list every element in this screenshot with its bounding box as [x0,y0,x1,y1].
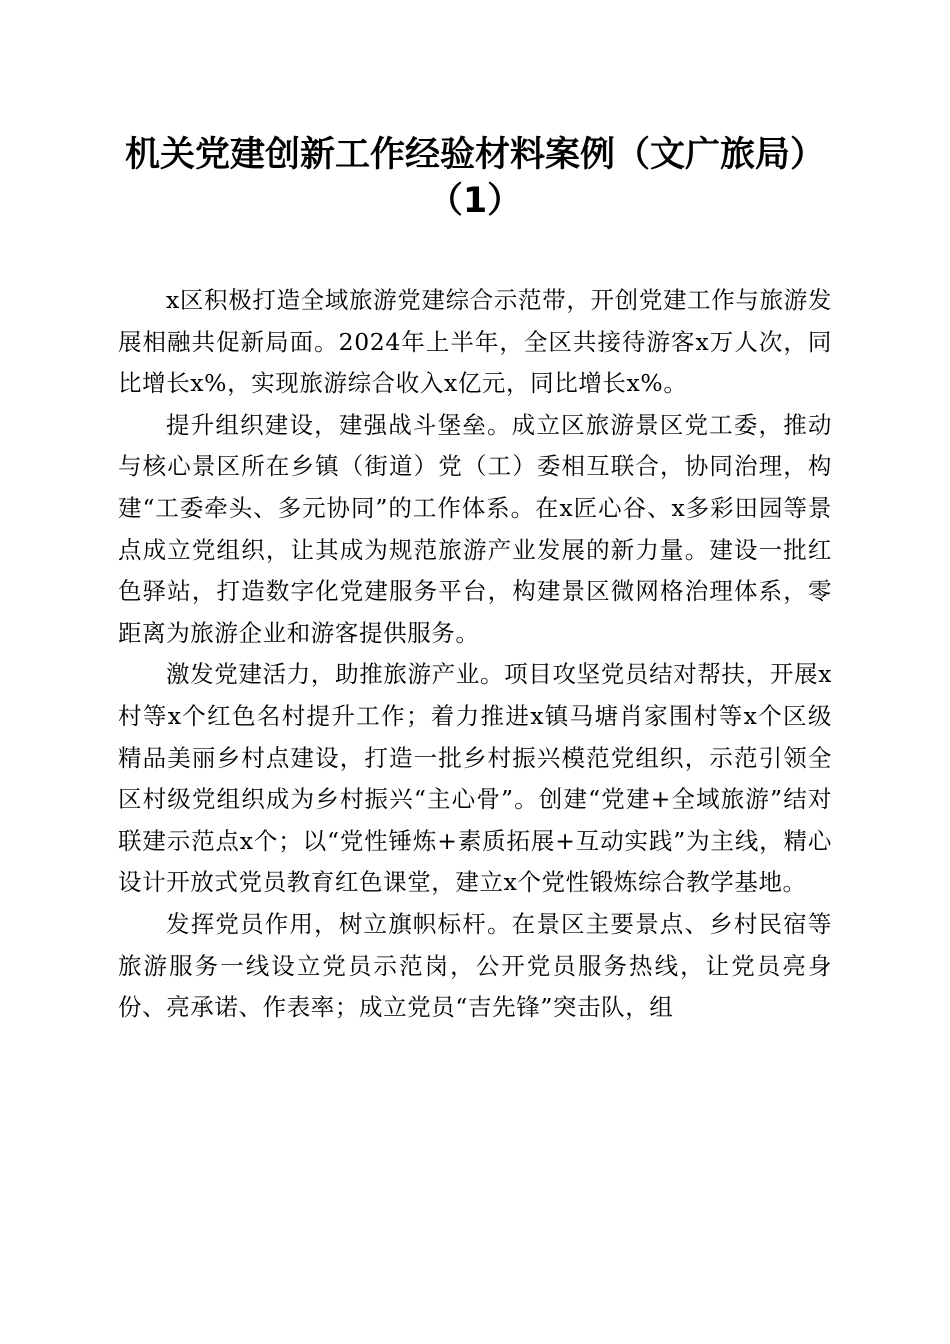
title-line-2: （1） [427,181,523,221]
paragraph-role-model: 发挥党员作用，树立旗帜标杆。在景区主要景点、乡村民宿等旅游服务一线设立党员示范岗，公开党员服务热线，让党员亮身份、亮承诺、作表率；成立党员“吉先锋”突击队，组 [118,909,832,1022]
title-line-1: 机关党建创新工作经验材料案例（文广旅局） [124,135,825,175]
paragraph-vitality: 激发党建活力，助推旅游产业。项目攻坚党员结对帮扶，开展x村等x个红色名村提升工作；着力推进x镇马塘肖家围村等x个区级精品美丽乡村点建设，打造一批乡村振兴模范党组织，示范引领全区村级党组织成为乡村振兴“主心骨”。创建“党建+全域旅游”结对联建示范点x个；以“党性锤炼+素质拓展+互动实践”为主线，精心设计开放式党员教育红色课堂，建立x个党性锻炼综合教学基地。 [118,660,832,897]
paragraph-intro: x区积极打造全域旅游党建综合示范带，开创党建工作与旅游发展相融共促新局面。2024年上半年，全区共接待游客x万人次，同比增长x%，实现旅游综合收入x亿元，同比增长x%。 [118,286,832,398]
paragraph-organization: 提升组织建设，建强战斗堡垒。成立区旅游景区党工委，推动与核心景区所在乡镇（街道）党（工）委相互联合，协同治理，构建“工委牵头、多元协同”的工作体系。在x匠心谷、x多彩田园等景点成立党组织，让其成为规范旅游产业发展的新力量。建设一批红色驿站，打造数字化党建服务平台，构建景区微网格治理体系，零距离为旅游企业和游客提供服务。 [118,410,832,647]
document-title [100,132,850,224]
document-body [118,280,832,1029]
